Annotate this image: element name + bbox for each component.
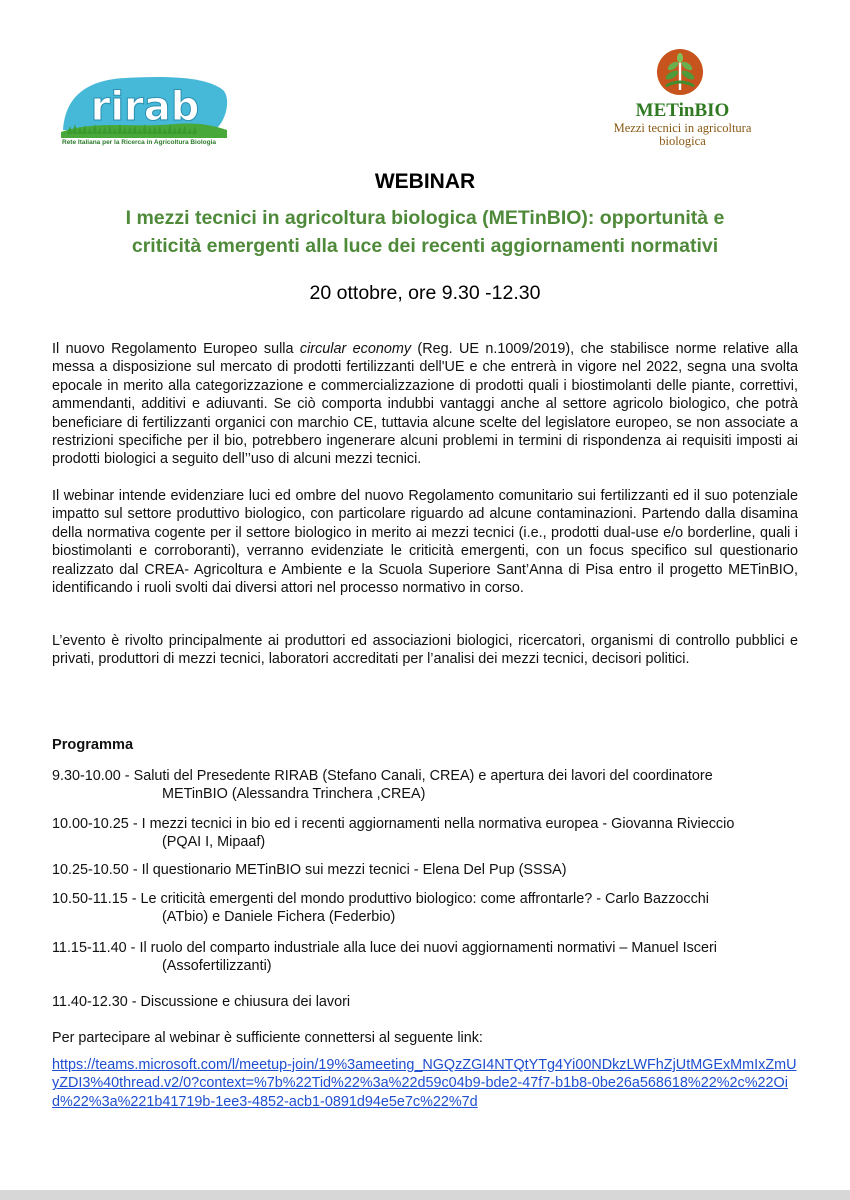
- webinar-heading: WEBINAR: [374, 170, 476, 193]
- paragraph-intro-rest: (Reg. UE n.1009/2019), che stabilisce norme relative alla messa a disposizione sul mercato di prodotti fertilizzanti dell'UE e che entrerà in vigore nel 2022, segna una svolta epocale in merito alla categorizzazione e commercializzazione di prodotti quali i biostimolanti delle piante, correttivi, ammendanti, additivi e adiuvanti. Se ciò comporta indubbi vantaggi anche al settore agricolo biologico, che potrà beneficiare di fertilizzanti organici con marchio CE, tuttavia alcune scelte del legislatore europeo, se non associate a restrizioni specifiche per il bio, potrebbero ingenerare alcuni problemi in termini di rispondenza ai requisiti imposti ai prodotti biologici a seguito dell’’uso di alcuni mezzi tecnici.: [52, 341, 799, 468]
- metinbio-leaf-icon: [656, 48, 704, 96]
- link-intro: Per partecipare al webinar è sufficiente connettersi al seguente link:: [52, 1030, 483, 1046]
- programma-item-line: 10.25-10.50 - Il questionario METinBIO sui mezzi tecnici - Elena Del Pup (SSSA): [52, 862, 567, 878]
- metinbio-name: METinBIO: [635, 100, 730, 121]
- event-title-line1: I mezzi tecnici in agricoltura biologica (METinBIO): opportunità e: [125, 207, 725, 229]
- metinbio-subtitle-line2: biologica: [659, 134, 706, 148]
- rirab-tagline: Rete Italiana per la Ricerca in Agricoltura Biologia: [62, 139, 216, 146]
- programma-item-continuation: (ATbio) e Daniele Fichera (Federbio): [162, 909, 396, 926]
- paragraph-intro-start: Il nuovo Regolamento Europeo sulla: [52, 341, 300, 357]
- paragraph-audience: L’evento è rivolto principalmente ai produttori ed associazioni biologici, ricercatori, organismi di controllo pubblici e privati, produttori di mezzi tecnici, laboratori accreditati per l’analisi dei mezzi tecnici, decisori politici.: [52, 633, 798, 668]
- page-bottom-edge: [0, 1190, 850, 1200]
- teams-meeting-link[interactable]: https://teams.microsoft.com/l/meetup-join/19%3ameeting_NGQzZGI4NTQtYTg4Yi00NDkzLWFhZjUtMGExMmIxZmUyZDI3%40thread.v2/0?context=%7b%22Tid%22%3a%22d59c04b9-bde2-47f7-b1b8-0be26a568618%22%2c%22Oid%22%3a%221b41719b-1ee3-4852-acb1-0891d94e5e7c%22%7d: [52, 1057, 797, 1110]
- programma-item-line: 10.00-10.25 - I mezzi tecnici in bio ed i recenti aggiornamenti nella normativa europea - Giovanna Rivieccio: [52, 816, 735, 832]
- programma-item-line: 10.50-11.15 - Le criticità emergenti del mondo produttivo biologico: come affrontarle? - Carlo Bazzocchi: [52, 891, 709, 907]
- event-date: 20 ottobre, ore 9.30 -12.30: [309, 282, 541, 304]
- programma-item-line: 9.30-10.00 - Saluti del Presedente RIRAB (Stefano Canali, CREA) e apertura dei lavori del coordinatore: [52, 768, 713, 784]
- event-title-line2: criticità emergenti alla luce dei recenti aggiornamenti normativi: [131, 235, 719, 257]
- programma-item-continuation: (PQAI I, Mipaaf): [162, 834, 266, 851]
- programma-item: [52, 890, 802, 927]
- programma-item: [52, 993, 802, 1011]
- programma-item: [52, 767, 802, 804]
- programma-item: [52, 815, 802, 852]
- programma-item: [52, 861, 802, 879]
- metinbio-logo: [600, 48, 765, 158]
- programma-item-line: 11.40-12.30 - Discussione e chiusura dei lavori: [52, 994, 351, 1010]
- svg-text:rirab: rirab: [90, 84, 200, 130]
- metinbio-subtitle: [600, 122, 765, 148]
- programma-item-continuation: (Assofertilizzanti): [162, 958, 272, 975]
- programma-item-line: 11.15-11.40 - Il ruolo del comparto industriale alla luce dei nuovi aggiornamenti normativi – Manuel Isceri: [52, 940, 717, 956]
- metinbio-subtitle-line1: Mezzi tecnici in agricoltura: [613, 121, 752, 135]
- programma-heading: Programma: [52, 737, 134, 753]
- programma-item-continuation: METinBIO (Alessandra Trinchera ,CREA): [162, 786, 426, 803]
- event-title: [45, 204, 805, 260]
- paragraph-intro: [52, 340, 798, 469]
- programma-item: [52, 939, 802, 976]
- paragraph-intro-italic: circular economy: [299, 341, 412, 357]
- paragraph-objectives: Il webinar intende evidenziare luci ed ombre del nuovo Regolamento comunitario sui fertilizzanti ed il suo potenziale impatto sul settore produttivo biologico, con particolare riguardo ad alcune contaminazioni. Partendo dalla disamina della normativa cogente per il settore biologico in merito ai mezzi tecnici (i.e., prodotti dual-use e/o borderline, quali i biostimolanti e corroboranti), verranno evidenziate le criticità emergenti, con un focus specifico sul questionario realizzato dal CREA- Agricoltura e Ambiente e la Scuola Superiore Sant’Anna di Pisa entro il progetto METinBIO, identificando i ruoli svolti dai diversi attori nel processo normativo in corso.: [52, 488, 798, 597]
